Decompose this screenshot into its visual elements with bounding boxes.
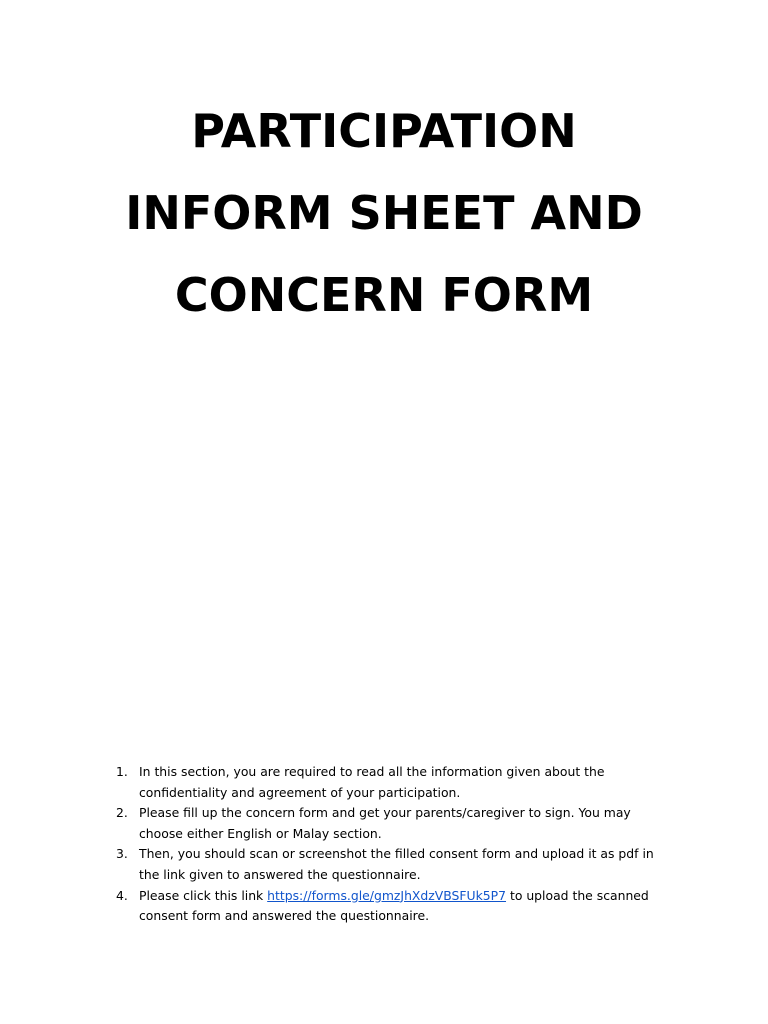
list-item-number: 2. — [116, 805, 128, 821]
list-item-number: 3. — [116, 846, 128, 862]
title-line-1: PARTICIPATION — [191, 104, 577, 158]
list-item — [112, 762, 672, 803]
title-line-2: INFORM SHEET AND — [125, 186, 643, 240]
list-item-number: 1. — [116, 764, 128, 779]
list-item — [112, 803, 672, 844]
list-item-number: 4. — [116, 887, 128, 903]
list-item-text: Please fill up the concern form and get your parents/caregiver to sign. You may choose either English or Malay section. — [139, 805, 631, 841]
list-item-text: In this section, you are required to read all the information given about the confidentiality and agreement of your participation. — [139, 764, 605, 800]
page-title — [0, 90, 768, 336]
list-item-text-after-link: to upload the scanned consent form and answered the questionnaire. — [139, 887, 649, 924]
google-form-link[interactable]: https://forms.gle/gmzJhXdzVBSFUk5P7 — [267, 887, 507, 903]
list-item-text-before-link: Please click this link — [139, 887, 268, 903]
list-item — [112, 844, 672, 885]
title-line-3: CONCERN FORM — [174, 268, 594, 322]
list-item — [112, 886, 672, 927]
instruction-list — [112, 762, 672, 927]
list-item-text: Then, you should scan or screenshot the filled consent form and upload it as pdf in the link given to answered the questionnaire. — [139, 846, 654, 882]
